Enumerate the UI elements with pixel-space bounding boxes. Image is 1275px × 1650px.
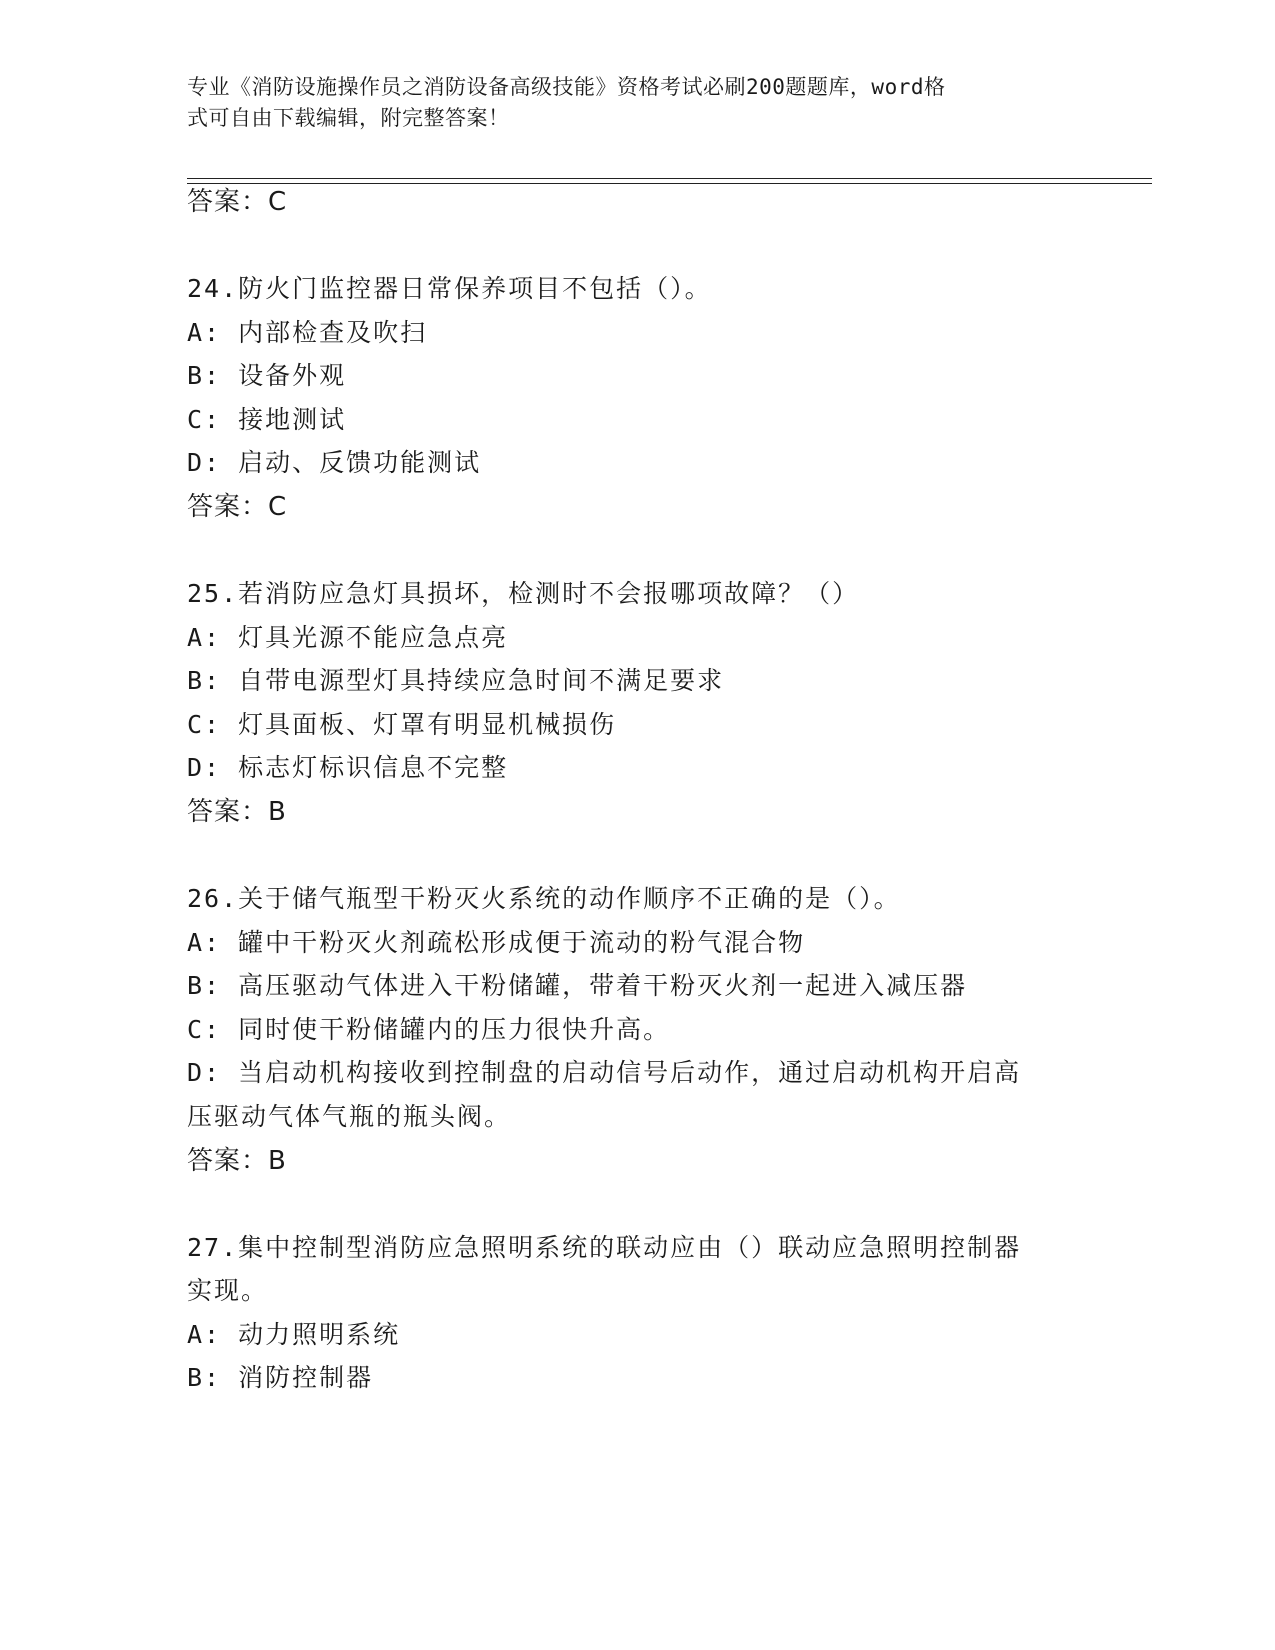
- question-24-option-a: A: 内部检查及吹扫: [187, 318, 428, 347]
- page-header: [187, 72, 1077, 134]
- question-27-option-a: A: 动力照明系统: [187, 1320, 401, 1349]
- question-26-option-d: D: 当启动机构接收到控制盘的启动信号后动作，通过启动机构开启高: [187, 1058, 1022, 1087]
- question-25-option-a: A: 灯具光源不能应急点亮: [187, 623, 509, 652]
- question-24-option-b: B: 设备外观: [187, 361, 347, 390]
- question-27-stem: 27.集中控制型消防应急照明系统的联动应由（）联动应急照明控制器: [187, 1233, 1022, 1262]
- question-25-stem: 25.若消防应急灯具损坏，检测时不会报哪项故障？（）: [187, 579, 860, 608]
- question-27-option-b: B: 消防控制器: [187, 1363, 374, 1392]
- question-25-option-b: B: 自带电源型灯具持续应急时间不满足要求: [187, 666, 725, 695]
- header-divider-top: [187, 178, 1152, 179]
- header-line-2: 式可自由下载编辑，附完整答案！: [187, 106, 510, 130]
- answer-26: 答案：B: [187, 1146, 287, 1176]
- header-divider-bottom: [187, 183, 1152, 184]
- question-25-option-d: D: 标志灯标识信息不完整: [187, 753, 509, 782]
- question-26-option-c: C: 同时使干粉储罐内的压力很快升高。: [187, 1015, 671, 1044]
- question-27-stem-continued: 实现。: [187, 1276, 269, 1305]
- answer-23: 答案：C: [187, 187, 288, 217]
- question-24-option-d: D: 启动、反馈功能测试: [187, 448, 482, 477]
- answer-24: 答案：C: [187, 492, 288, 522]
- question-26-option-a: A: 罐中干粉灭火剂疏松形成便于流动的粉气混合物: [187, 928, 806, 957]
- answer-25: 答案：B: [187, 797, 287, 827]
- header-line-1: 专业《消防设施操作员之消防设备高级技能》资格考试必刷200题题库，word格: [187, 75, 946, 99]
- question-26-stem: 26.关于储气瓶型干粉灭火系统的动作顺序不正确的是（）。: [187, 884, 901, 913]
- question-26-option-d-continued: 压驱动气体气瓶的瓶头阀。: [187, 1102, 512, 1131]
- question-25-option-c: C: 灯具面板、灯罩有明显机械损伤: [187, 710, 617, 739]
- question-24-option-c: C: 接地测试: [187, 405, 347, 434]
- question-26-option-b: B: 高压驱动气体进入干粉储罐，带着干粉灭火剂一起进入减压器: [187, 971, 968, 1000]
- question-24-stem: 24.防火门监控器日常保养项目不包括（）。: [187, 274, 712, 303]
